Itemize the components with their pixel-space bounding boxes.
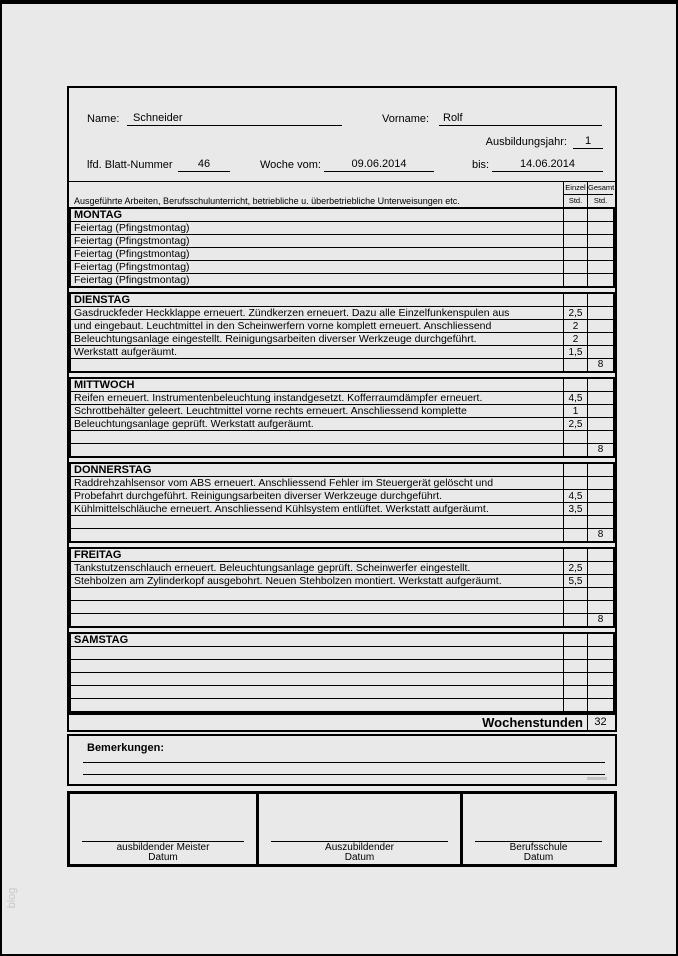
einzel-std-value [563, 699, 587, 711]
work-entry-text: Feiertag (Pfingstmontag) [74, 222, 190, 234]
table-row [71, 332, 613, 345]
table-row [71, 358, 613, 371]
einzel-std-value [563, 601, 587, 613]
work-entry-text [71, 686, 563, 698]
table-row [71, 319, 613, 332]
gesamt-std-value: 8 [587, 614, 613, 626]
work-entry-text: Feiertag (Pfingstmontag) [74, 261, 190, 273]
einzel-std-value: 2 [563, 333, 587, 345]
work-entry-text: Reifen erneuert. Instrumentenbeleuchtung instandgesetzt. Kofferraumdämpfer erneuert. [74, 392, 483, 404]
einzel-std-value [563, 647, 587, 659]
gesamt-std-value [587, 660, 613, 672]
einzel-std-value [563, 614, 587, 626]
day-rows [71, 222, 613, 286]
einzel-std-value: 5,5 [563, 575, 587, 587]
einzel-std-value [563, 588, 587, 600]
day-block [69, 207, 615, 288]
woche-vom-field[interactable]: 09.06.2014 [324, 156, 434, 172]
work-entry-text [71, 601, 563, 613]
einzel-std-value [563, 686, 587, 698]
gesamt-std-value [587, 248, 613, 260]
gesamt-header-cell [587, 379, 613, 391]
berufsschule-role-label: Berufsschule [509, 842, 568, 853]
gesamt-std-value [587, 333, 613, 345]
work-entry-text: Kühlmittelschläuche erneuert. Anschliessend Kühlsystem entlüftet. Werkstatt aufgeräumt. [74, 503, 489, 515]
gesamt-header-cell [587, 549, 613, 561]
gesamt-std-value [587, 431, 613, 443]
work-entry-text: Beleuchtungsanlage eingestellt. Reinigungsarbeiten diverser Werkzeuge durchgeführt. [74, 333, 477, 345]
table-row [71, 260, 613, 273]
einzel-std-value [563, 222, 587, 234]
gesamt-std-value [587, 405, 613, 417]
table-row [71, 672, 613, 685]
table-row [71, 515, 613, 528]
table-row [71, 273, 613, 286]
name-field[interactable]: Schneider [127, 110, 342, 126]
berufsschule-datum-label: Datum [523, 852, 554, 863]
einzel-label: Einzel [564, 182, 587, 195]
einzel-std-value: 1,5 [563, 346, 587, 358]
gesamt-std-value [587, 261, 613, 273]
table-row [71, 647, 613, 659]
wochenstunden-value: 32 [587, 715, 613, 730]
work-entry-text: Feiertag (Pfingstmontag) [74, 274, 190, 286]
einzel-std-value [563, 261, 587, 273]
gesamt-std-value [587, 392, 613, 404]
bemerkungen-label: Bemerkungen: [87, 742, 165, 754]
einzel-header-cell [563, 209, 587, 221]
work-entry-text: Gasdruckfeder Heckklappe erneuert. Zündkerzen erneuert. Dazu alle Einzelfunkenspulen aus [74, 307, 510, 319]
table-row [71, 489, 613, 502]
einzel-std-value: 4,5 [563, 490, 587, 502]
work-entry-text: Tankstutzenschlauch erneuert. Beleuchtungsanlage geprüft. Scheinwerfer eingestellt. [74, 562, 471, 574]
table-row [71, 404, 613, 417]
gesamt-std-value [587, 588, 613, 600]
day-rows [71, 307, 613, 371]
bemerkungen-box [67, 734, 617, 786]
wochenstunden-row [69, 713, 615, 730]
work-entry-text [71, 529, 563, 541]
day-blocks [69, 207, 615, 713]
work-entry-text: Probefahrt durchgeführt. Reinigungsarbeiten diverser Werkzeuge durchgeführt. [74, 490, 443, 502]
einzel-std-value: 2,5 [563, 307, 587, 319]
work-entry-text: Stehbolzen am Zylinderkopf ausgebohrt. Neuen Stehbolzen montiert. Werkstatt aufgeräumt. [74, 575, 502, 587]
day-header [71, 549, 613, 562]
work-entry-text [71, 359, 563, 371]
work-entry-text [71, 660, 563, 672]
gesamt-std-value [587, 307, 613, 319]
name-label: Name: [87, 113, 120, 125]
day-name: DONNERSTAG [74, 464, 152, 476]
day-rows [71, 647, 613, 711]
fine-print [587, 777, 607, 780]
day-header [71, 294, 613, 307]
meister-role-label: ausbildender Meister [116, 842, 210, 853]
gesamt-std-value [587, 686, 613, 698]
vorname-label: Vorname: [382, 113, 430, 125]
einzel-std-value: 1 [563, 405, 587, 417]
day-name: SAMSTAG [74, 634, 129, 646]
table-row [71, 587, 613, 600]
einzel-std-value: 2 [563, 320, 587, 332]
einzel-std-label: Std. [568, 196, 583, 205]
work-entry-text: Werkstatt aufgeräumt. [74, 346, 178, 358]
gesamt-std-label: Std. [593, 196, 608, 205]
gesamt-std-value: 8 [587, 529, 613, 541]
gesamt-header-cell [587, 464, 613, 476]
auszubildender-role-label: Auszubildender [325, 842, 394, 853]
work-entry-text [71, 699, 563, 711]
gesamt-header-cell [587, 209, 613, 221]
day-header [71, 379, 613, 392]
einzel-header-cell [563, 464, 587, 476]
day-name: MITTWOCH [74, 379, 135, 391]
work-entry-text [71, 614, 563, 626]
einzel-std-value [563, 529, 587, 541]
gesamt-std-value [587, 222, 613, 234]
day-name: DIENSTAG [74, 294, 131, 306]
table-row [71, 659, 613, 672]
gesamt-std-value [587, 490, 613, 502]
gesamt-std-value [587, 274, 613, 286]
day-header [71, 464, 613, 477]
day-rows [71, 562, 613, 626]
work-entry-text: Feiertag (Pfingstmontag) [74, 248, 190, 260]
table-header [69, 181, 615, 207]
wochenstunden-label: Wochenstunden [482, 715, 583, 730]
table-row [71, 698, 613, 711]
einzel-std-value: 2,5 [563, 562, 587, 574]
work-table [69, 181, 615, 730]
work-entry-text [71, 647, 563, 659]
gesamt-std-value [587, 575, 613, 587]
day-block [69, 292, 615, 373]
gesamt-std-value: 8 [587, 359, 613, 371]
einzel-std-value [563, 660, 587, 672]
einzel-header-cell [563, 634, 587, 646]
table-row [71, 443, 613, 456]
day-rows [71, 392, 613, 456]
einzel-std-value [563, 248, 587, 260]
gesamt-std-value [587, 477, 613, 489]
woche-vom-label: Woche vom: [260, 159, 321, 171]
work-entry-text: und eingebaut. Leuchtmittel in den Scheinwerfern vorne komplett erneuert. Anschliessend [74, 320, 492, 332]
day-header [71, 209, 613, 222]
table-header-text: Ausgeführte Arbeiten, Berufsschulunterricht, betriebliche u. überbetriebliche Unterweisungen etc. [74, 196, 460, 206]
work-entry-text [71, 673, 563, 685]
einzel-std-value: 3,5 [563, 503, 587, 515]
einzel-std-value [563, 444, 587, 456]
day-header [71, 634, 613, 647]
table-row [71, 685, 613, 698]
gesamt-std-value [587, 503, 613, 515]
einzel-header-cell [563, 379, 587, 391]
gesamt-std-value [587, 673, 613, 685]
einzel-std-value: 4,5 [563, 392, 587, 404]
gesamt-header-cell [587, 294, 613, 306]
gesamt-std-value [587, 235, 613, 247]
gesamt-std-value [587, 346, 613, 358]
blatt-nummer-field[interactable]: 46 [178, 156, 230, 172]
auszubildender-datum-label: Datum [344, 852, 375, 863]
einzel-header-cell [563, 549, 587, 561]
table-row [71, 307, 613, 319]
table-row [71, 613, 613, 626]
work-entry-text: Schrottbehälter geleert. Leuchtmittel vorne rechts erneuert. Anschliessend komplette [74, 405, 467, 417]
gesamt-std-value [587, 418, 613, 430]
day-block [69, 377, 615, 458]
table-row [71, 528, 613, 541]
einzel-header-cell [563, 294, 587, 306]
einzel-std-value: 2,5 [563, 418, 587, 430]
einzel-std-value [563, 359, 587, 371]
day-name: FREITAG [74, 549, 122, 561]
gesamt-std-value [587, 647, 613, 659]
gesamt-std-value: 8 [587, 444, 613, 456]
table-row [71, 392, 613, 404]
table-row [71, 430, 613, 443]
gesamt-label: Gesamt [588, 182, 613, 195]
bis-field[interactable]: 14.06.2014 [492, 156, 603, 172]
vorname-field[interactable]: Rolf [439, 110, 602, 126]
gesamt-std-value [587, 601, 613, 613]
bemerkungen-line-1[interactable] [83, 762, 605, 763]
table-row [71, 600, 613, 613]
work-entry-text [71, 588, 563, 600]
einzel-column-header [563, 182, 587, 207]
work-entry-text: Feiertag (Pfingstmontag) [74, 235, 190, 247]
einzel-std-value [563, 235, 587, 247]
day-block [69, 462, 615, 543]
einzel-std-value [563, 477, 587, 489]
work-entry-text: Raddrehzahlsensor vom ABS erneuert. Anschliessend Fehler im Steuergerät gelöscht und [74, 477, 494, 489]
day-block [69, 547, 615, 628]
work-entry-text [71, 431, 563, 443]
table-row [71, 417, 613, 430]
bemerkungen-line-2[interactable] [83, 774, 605, 775]
signature-col-berufsschule [460, 794, 614, 864]
table-row [71, 562, 613, 574]
ausbildungsjahr-field[interactable]: 1 [573, 133, 603, 149]
einzel-std-value [563, 431, 587, 443]
signature-col-meister [70, 794, 256, 864]
gesamt-column-header [587, 182, 613, 207]
signature-box [67, 791, 617, 867]
signature-col-auszubildender [256, 794, 460, 864]
gesamt-std-value [587, 562, 613, 574]
einzel-std-value [563, 516, 587, 528]
work-entry-text: Beleuchtungsanlage geprüft. Werkstatt aufgeräumt. [74, 418, 314, 430]
table-row [71, 574, 613, 587]
gesamt-header-cell [587, 634, 613, 646]
gesamt-std-value [587, 320, 613, 332]
einzel-std-value [563, 673, 587, 685]
einzel-std-value [563, 274, 587, 286]
table-row [71, 222, 613, 234]
ausbildungsjahr-label: Ausbildungsjahr: [485, 136, 567, 148]
table-row [71, 502, 613, 515]
day-block [69, 632, 615, 713]
table-row [71, 345, 613, 358]
gesamt-std-value [587, 699, 613, 711]
table-row [71, 477, 613, 489]
work-entry-text [71, 444, 563, 456]
table-row [71, 247, 613, 260]
day-rows [71, 477, 613, 541]
meister-datum-label: Datum [148, 852, 178, 863]
gesamt-std-value [587, 516, 613, 528]
main-form-box [67, 86, 617, 732]
blatt-nummer-label: lfd. Blatt-Nummer [87, 159, 173, 171]
table-row [71, 234, 613, 247]
day-name: MONTAG [74, 209, 123, 221]
bis-label: bis: [472, 159, 490, 171]
work-entry-text [71, 516, 563, 528]
blog-watermark: blog [6, 887, 18, 909]
